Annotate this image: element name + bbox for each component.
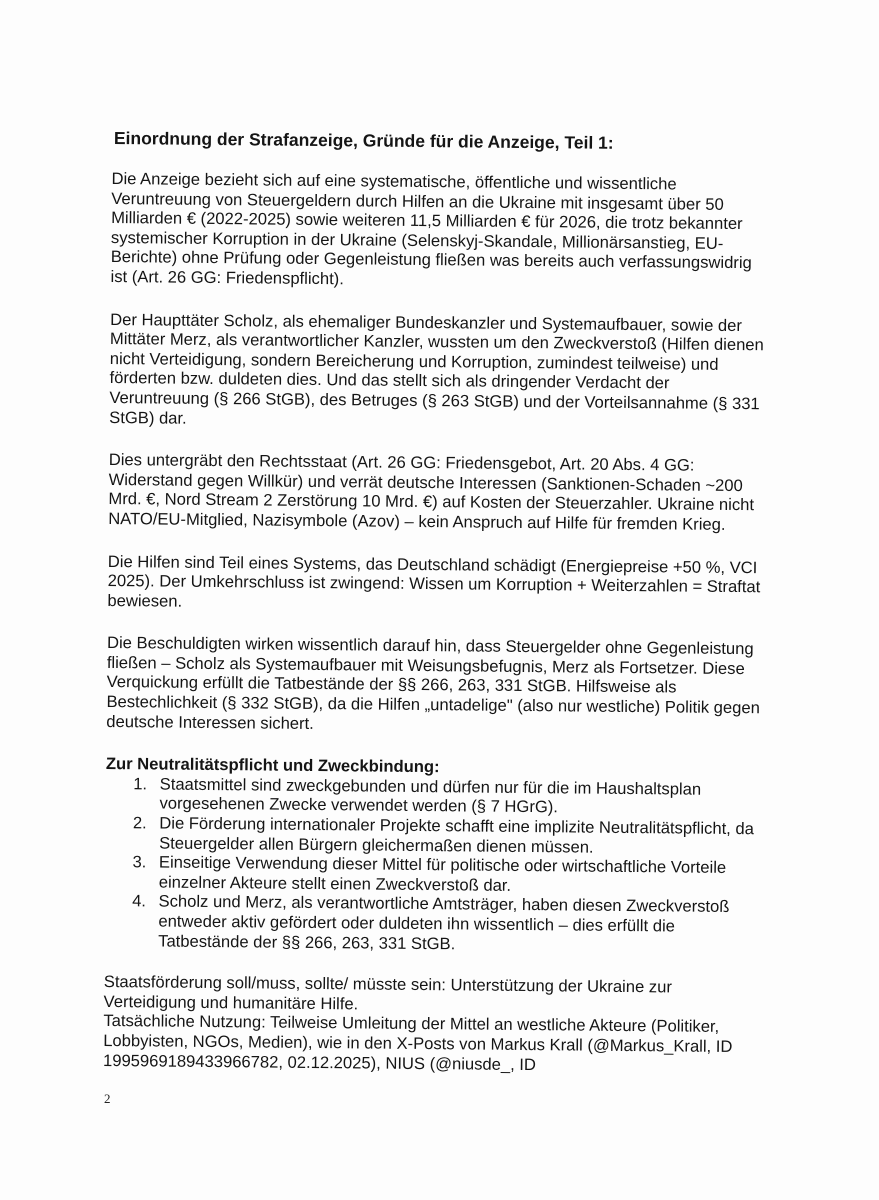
closing-line-actual-use: Tatsächliche Nutzung: Teilweise Umleitung der Mittel an westliche Akteure (Politiker, Lobbyisten, NGOs, Medien), wie in den X-Posts von Markus Krall (@Markus_Krall, ID 1995969189433966782, 02.12.2025), NIUS (@niusde_, ID (102, 1011, 733, 1074)
paragraph-rule-of-law: Dies untergräbt den Rechtsstaat (Art. 26 GG: Friedensgebot, Art. 20 Abs. 4 GG: Widerstand gegen Willkür) und verrät deutsche Interessen (Sanktionen-Schaden ~200 Mrd. €, Nord Stream 2 Zerstörung 10 Mrd. €) auf Kosten der Steuerzahler. Ukraine nicht NATO/EU-Mitglied, Nazisymbole (Azov) – kein Anspruch auf Hilfe für fremden Krieg. (108, 450, 755, 534)
list-item: 4. Scholz und Merz, als verantwortliche Amtsträger, haben diesen Zweckverstoß entweder aktiv gefördert oder duldeten ihn wissentlich – dies erfüllt die Tatbestände der §§ 266, 263, 331 StGB. (150, 892, 765, 957)
closing-line-intended-use: Staatsförderung soll/muss, sollte/ müsste sein: Unterstützung der Ukraine zur Verteidigung und humanitäre Hilfe. (103, 972, 673, 1014)
neutrality-list (104, 774, 766, 957)
section-heading: Einordnung der Strafanzeige, Gründe für die Anzeige, Teil 1: (113, 128, 614, 153)
list-item: 1. Staatsmittel sind zweckgebunden und dürfen nur für die im Haushaltsplan vorgesehenen Zwecke verwendet werden (§ 7 HGrG). (151, 774, 765, 819)
document-body (103, 128, 772, 1076)
list-item: 2. Die Förderung internationaler Projekte schafft eine implizite Neutralitätspflicht, da Steuergelder allen Bürgern gleichermaßen dienen müssen. (151, 813, 765, 858)
paragraph-allegation: Die Anzeige bezieht sich auf eine systematische, öffentliche und wissentliche Veruntreuung von Steuergeldern durch Hilfen an die Ukraine mit insgesamt über 50 Milliarden € (2022-2025) sowie weiteren 11,5 Milliarden € für 2026, die trotz bekannter systemischer Korruption in der Ukraine (Selenskyj-Skandale, Millionärsanstieg, EU-Berichte) ohne Prüfung oder Gegenleistung fließen was bereits auch verfassungswidrig ist (Art. 26 GG: Friedenspflicht). (110, 168, 752, 289)
list-item: 3. Einseitige Verwendung dieser Mittel für politische oder wirtschaftliche Vorteile einzelner Akteure stellt einen Zweckverstoß dar. (151, 853, 765, 898)
paragraph-accused: Die Beschuldigten wirken wissentlich darauf hin, dass Steuergelder ohne Gegenleistung fließen – Scholz als Systemaufbauer mit Weisungsbefugnis, Merz als Fortsetzer. Diese Verquickung erfüllt die Tatbestände der §§ 266, 263, 331 StGB. Hilfsweise als Bestechlichkeit (§ 332 StGB), da die Hilfen „untadelige" (also nur westliche) Politik gegen deutsche Interessen sichert. (106, 633, 760, 733)
paragraph-system: Die Hilfen sind Teil eines Systems, das Deutschland schädigt (Energiepreise +50 %, VCI 2025). Der Umkehrschluss ist zwingend: Wissen um Korruption + Weiterzahlen = Straftat bewiesen. (107, 551, 761, 611)
neutrality-subheading: Zur Neutralitätspflicht und Zweckbindung: (105, 754, 440, 777)
paragraph-perpetrators: Der Haupttäter Scholz, als ehemaliger Bundeskanzler und Systemaufbauer, sowie der Mittäter Merz, als verantwortlicher Kanzler, wussten um den Zweckverstoß (Hilfen dienen nicht Verteidigung, sondern Bereicherung und Korruption, zumindest teilweise) und förderten bzw. duldeten dies. Und das stellt sich als dringender Verdacht der Veruntreuung (§ 266 StGB), des Betruges (§ 263 StGB) und der Vorteilsannahme (§ 331 StGB) dar. (109, 309, 764, 428)
page-number: 2 (104, 1091, 111, 1106)
